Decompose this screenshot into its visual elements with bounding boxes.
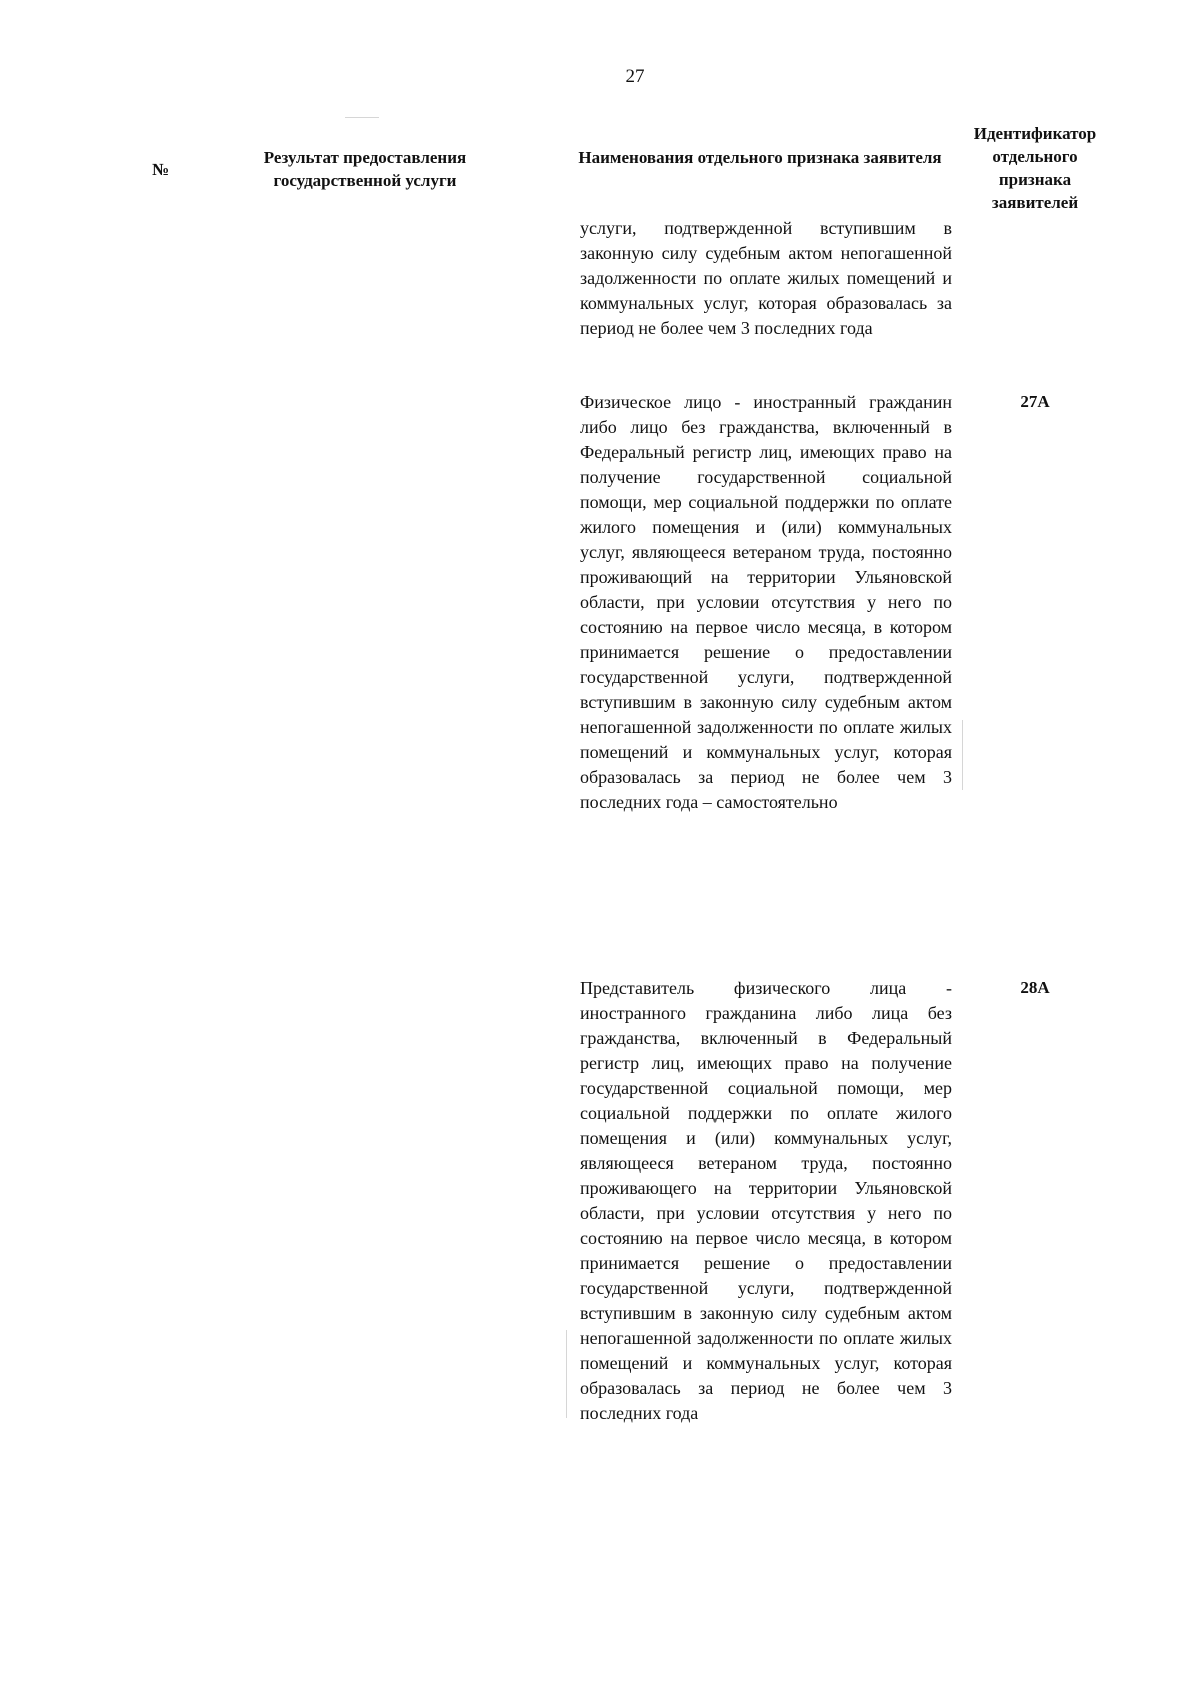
table-row-identifier: 28А bbox=[1020, 978, 1050, 997]
scan-artifact bbox=[962, 720, 963, 790]
scan-artifact bbox=[566, 1330, 567, 1418]
table-row-text: Физическое лицо - иностранный гражданин либо лицо без гражданства, включенный в Федеральный регистр лиц, имеющих право на получение государственной социальной помощи, мер социальной поддержки по оплате жилого помещения и (или) коммунальных услуг, являющееся ветераном труда, постоянно проживающий на территории Ульяновской области, при условии отсутствия у него по состоянию на первое число месяца, в котором принимается решение о предоставлении государственной услуги, подтвержденной вступившим в законную силу судебным актом непогашенной задолженности по оплате жилых помещений и коммунальных услуг, которая образовалась за период не более чем 3 последних года – самостоятельно bbox=[580, 392, 952, 812]
table-row-text: Представитель физического лица - иностранного гражданина либо лица без гражданства, включенный в Федеральный регистр лиц, имеющих право на получение государственной социальной помощи, мер социальной поддержки по оплате жилого помещения и (или) коммунальных услуг, являющееся ветераном труда, постоянно проживающего на территории Ульяновской области, при условии отсутствия у него по состоянию на первое число месяца, в котором принимается решение о предоставлении государственной услуги, подтвержденной вступившим в законную силу судебным актом непогашенной задолженности по оплате жилых помещений и коммунальных услуг, которая образовалась за период не более чем 3 последних года bbox=[580, 978, 952, 1423]
column-header-number: № bbox=[152, 160, 170, 179]
column-header-result: Результат предоставления государственной услуги bbox=[263, 148, 467, 190]
page-number: 27 bbox=[625, 66, 645, 87]
column-header-applicant-attribute: Наименования отдельного признака заявителя bbox=[578, 148, 942, 167]
table-row-text: услуги, подтвержденной вступившим в законную силу судебным актом непогашенной задолженности по оплате жилых помещений и коммунальных услуг, которая образовалась за период не более чем 3 последних года bbox=[580, 218, 952, 338]
column-header-identifier: Идентификатор отдельного признака заявителей bbox=[973, 124, 1097, 212]
table-row-identifier: 27А bbox=[1020, 392, 1050, 411]
scan-artifact bbox=[345, 117, 379, 118]
